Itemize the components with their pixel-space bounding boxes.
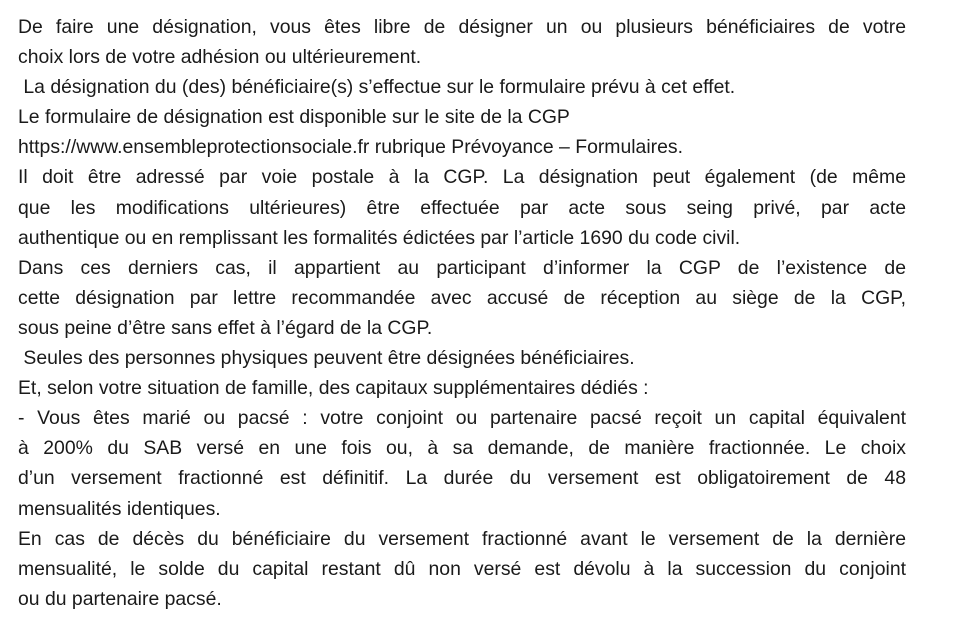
text-line: mensualités identiques.: [18, 497, 221, 520]
text-line: cette désignation par lettre recommandée avec accusé de réception au siège de la CGP,: [18, 286, 906, 309]
text-line: Et, selon votre situation de famille, des capitaux supplémentaires dédiés :: [18, 377, 649, 400]
text-line: La désignation du (des) bénéficiaire(s) s’effectue sur le formulaire prévu à cet effet.: [18, 76, 736, 99]
text-line: choix lors de votre adhésion ou ultérieurement.: [18, 46, 422, 69]
text-line: à 200% du SAB versé en une fois ou, à sa demande, de manière fractionnée. Le choix: [18, 437, 906, 460]
text-line: - Vous êtes marié ou pacsé : votre conjoint ou partenaire pacsé reçoit un capital équivalent: [18, 407, 906, 430]
text-line: authentique ou en remplissant les formalités édictées par l’article 1690 du code civil.: [18, 226, 741, 249]
text-line: Le formulaire de désignation est disponible sur le site de la CGP: [18, 106, 570, 129]
text-line: De faire une désignation, vous êtes libre de désigner un ou plusieurs bénéficiaires de votre: [18, 16, 906, 38]
text-line: Il doit être adressé par voie postale à la CGP. La désignation peut également (de même: [18, 166, 906, 189]
text-line: Seules des personnes physiques peuvent être désignées bénéficiaires.: [18, 347, 635, 370]
text-line: d’un versement fractionné est définitif. La durée du versement est obligatoirement de 48: [18, 467, 906, 490]
text-line: que les modifications ultérieures) être effectuée par acte sous seing privé, par acte: [18, 196, 906, 219]
text-line: https://www.ensembleprotectionsociale.fr rubrique Prévoyance – Formulaires.: [18, 136, 683, 159]
text-line: ou du partenaire pacsé.: [18, 587, 222, 610]
text-line: sous peine d’être sans effet à l’égard de la CGP.: [18, 316, 433, 339]
text-line: En cas de décès du bénéficiaire du versement fractionné avant le versement de la dernière: [18, 527, 906, 550]
text-line: Dans ces derniers cas, il appartient au participant d’informer la CGP de l’existence de: [18, 256, 906, 279]
document-text: [18, 12, 906, 614]
text-line: mensualité, le solde du capital restant dû non versé est dévolu à la succession du conjoint: [18, 557, 906, 580]
